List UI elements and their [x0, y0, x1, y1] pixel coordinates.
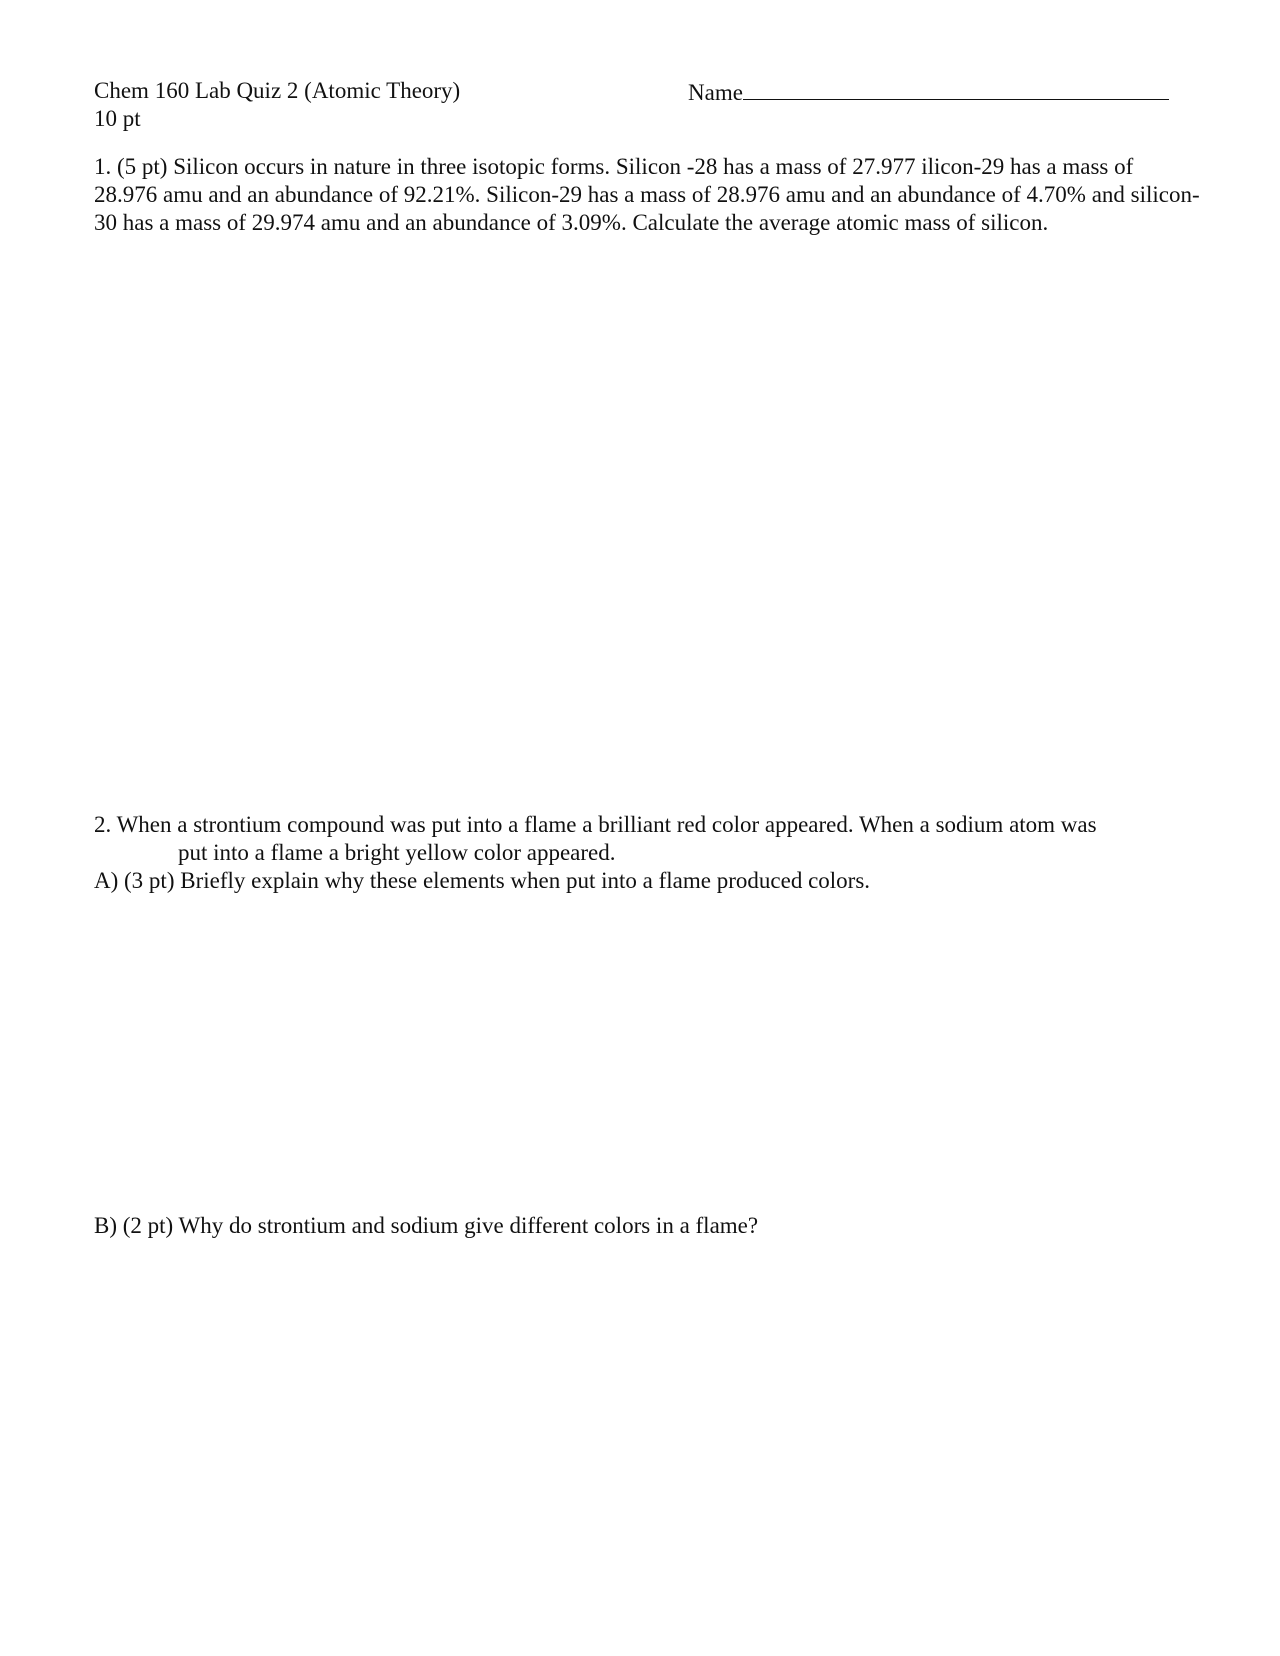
name-blank-line[interactable] [743, 77, 1169, 100]
quiz-title: Chem 160 Lab Quiz 2 (Atomic Theory) [94, 78, 461, 103]
question-2-line-2: put into a flame a bright yellow color appeared. [178, 840, 616, 865]
points-total: 10 pt [94, 106, 141, 131]
question-1: 1. (5 pt) Silicon occurs in nature in three isotopic forms. Silicon -28 has a mass of 27.977 ilicon-29 has a mass of 28.976 amu and an abundance of 92.21%. Silicon-29 has a mass of 28.976 amu and an abundance of 4.70% and silicon-30 has a mass of 29.974 amu and an abundance of 3.09%. Calculate the average atomic mass of silicon. [94, 154, 1200, 235]
name-label: Name [688, 80, 743, 105]
question-2b: B) (2 pt) Why do strontium and sodium give different colors in a flame? [94, 1213, 759, 1238]
quiz-header [94, 77, 1194, 131]
question-2 [94, 811, 1200, 867]
name-field [688, 77, 1169, 107]
question-2-line-1: 2. When a strontium compound was put into a flame a brilliant red color appeared. When a sodium atom was [94, 812, 1097, 837]
question-2a: A) (3 pt) Briefly explain why these elements when put into a flame produced colors. [94, 868, 871, 893]
